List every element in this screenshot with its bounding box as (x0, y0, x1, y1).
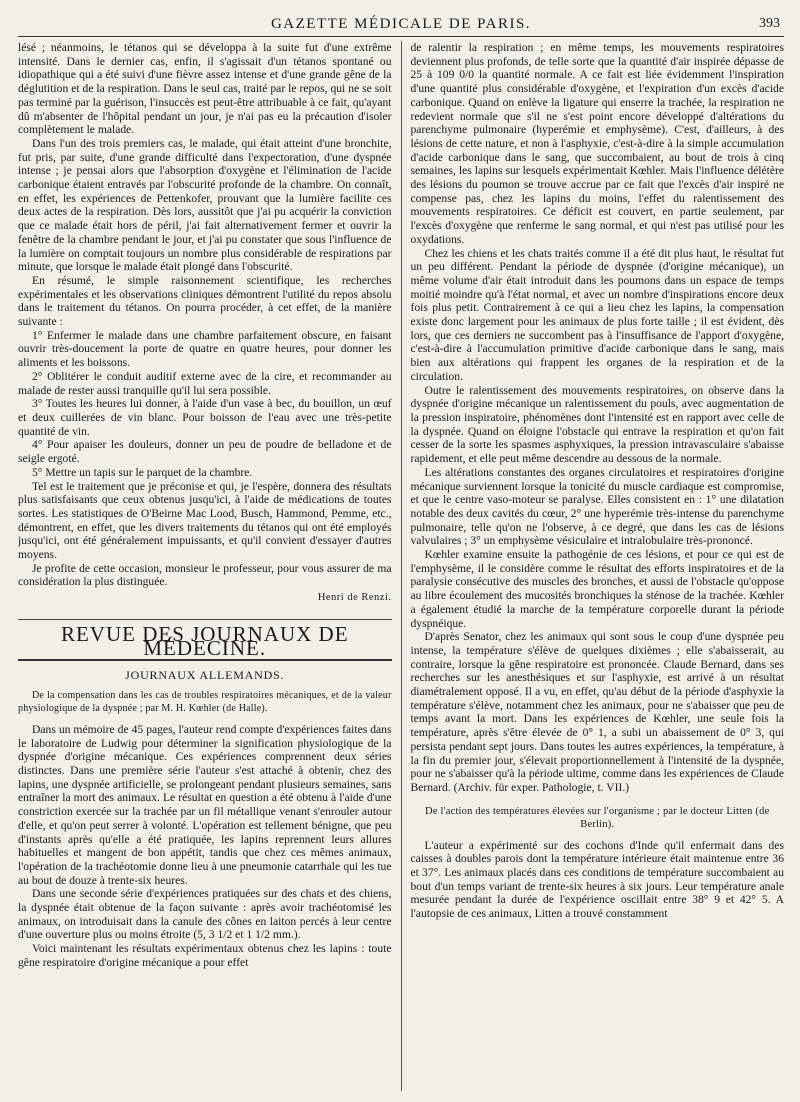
paragraph: de ralentir la respiration ; en même temps, les mouvements respiratoires deviennent plus profonds, de telle sorte que la quantité d'air inspirée dépasse de 25 à 109 0/0 la quantité normale. A ce fait est liée évidemment l'inspiration d'une quantité plus considérable d'oxygène, et l'expiration d'un excès d'acide carbonique. Quand on enlève la ligature qui enserre la trachée, la respiration ne redevient normale que s'il ne s'est point encore développé d'altérations du parenchyme pulmonaire (hyperémie et emphysème). C'est, d'ailleurs, à des lésions de cette nature, et non à l'asphyxie, c'est-à-dire à la simple accumulation d'acide carbonique dans le sang, que succombaient, au bout de trois à cinq semaines, les lapins sur lesquels expérimentait Kœhler. Mais l'influence délétère des lésions du poumon se trouve accrue par ce fait que l'excès d'air inspiré ne compense pas, chez les lapins du moins, l'effet du ralentissement des mouvements respiratoires. Ce déficit est couvert, en partie seulement, par l'excès d'oxygène que renferme le sang normal, et qui n'est pas utilisé pour les oxydations. (410, 41, 784, 246)
paragraph: Voici maintenant les résultats expérimentaux obtenus chez les lapins : toute gêne respiratoire d'origine mécanique a pour effet (18, 942, 392, 969)
left-column (18, 41, 401, 1091)
paragraph: Dans une seconde série d'expériences pratiquées sur des chats et des chiens, la dyspnée était obtenue de la façon suivante : après avoir trachéotomisé les animaux, on introduisait dans la canule des cônes en laiton percés à leur centre d'une ouverture plus ou moins étroite (5, 3 1/2 et 1 1/2 mm.). (18, 887, 392, 942)
list-item: 5° Mettre un tapis sur le parquet de la chambre. (32, 465, 253, 479)
paragraph: Chez les chiens et les chats traités comme il a été dit plus haut, le résultat fut un peu différent. Pendant la période de dyspnée (d'origine mécanique), un même volume d'air était introduit dans les poumons dans un espace de temps moitié moindre qu'à l'état normal, et avec un nombre d'inspirations encore deux fois plus petit. Contrairement à ce qui a lieu chez les lapins, la compensation existe donc largement pour les animaux de plus forte taille ; il est évident, dès lors, que ces derniers ne succombent pas à l'insuffisance de l'apport d'oxygène, c'est-à-dire à l'accumulation primitive d'acide carbonique dans le sang, mais bien aux altérations qui frappent les organes de la respiration et de la circulation. (410, 246, 784, 383)
paragraph: lésé ; néanmoins, le tétanos qui se développa à la suite fut d'une extrême intensité. Dans le dernier cas, enfin, il s'agissait d'un tétanos spontané ou idiopathique qui a été suivi d'une fièvre assez intense et d'une grande gêne de la déglutition et de la respiration. Dans le seul cas, traité par le repos, qui ne se soit pas terminé par la guérison, l'insuccès est peut-être attribuable à ce fait, qu'ayant dû m'absenter de l'hôpital pendant un jour, je n'ai pas eu la précaution d'isoler complètement le malade. (18, 41, 392, 137)
paragraph: En résumé, le simple raisonnement scientifique, les recherches expérimentales et les observations cliniques démontrent l'utilité du repos absolu dans le traitement du tétanos. On pourra procéder, à cet effet, de la manière suivante : (18, 273, 392, 329)
paragraph: Dans l'un des trois premiers cas, le malade, qui était atteint d'une bronchite, fut pris, par suite, d'une grande difficulté dans l'expectoration, d'une dyspnée intense ; je pensai alors que l'absorption d'oxygène et l'élimination de l'acide carbonique étaient entravés par l'obscurité profonde de la chambre. On connaît, en effet, les expériences de Pettenkofer, prouvant que la lumière facilite ces deux actes de la respiration. Dès lors, aussitôt que j'ai pu acquérir la conviction que ce malade était hors de péril, j'ai fait alternativement fermer et ouvrir la fenêtre de la chambre pendant le jour, et j'ai pu constater que sous l'influence de la lumière on comptait toujours un nombre plus considérable de respirations par minute, que lorsque le malade était plongé dans l'obscurité. (18, 136, 392, 274)
list-item: 2° Oblitérer le conduit auditif externe avec de la cire, et recommander au malade de rester aussi tranquille qu'il lui sera possible. (18, 369, 392, 397)
page-number: 393 (759, 16, 780, 31)
paragraph: Tel est le traitement que je préconise et qui, je l'espère, donnera des résultats plus satisfaisants que ceux obtenus jusqu'ici, à l'aide de médications de toutes sortes. Les statistiques de O'Beirne Mac Lood, Busch, Hammond, Pemme, etc., démontrent, en effet, que les divers traitements du tétanos qui ont été employés jusqu'ici, ont été généralement impuissants, et qu'il convient d'essayer d'autres moyens. (18, 479, 392, 562)
list-item: 1° Enfermer le malade dans une chambre parfaitement obscure, en faisant ouvrir très-doucement la porte de quatre en quatre heures, pour donner les aliments et les boissons. (18, 328, 392, 370)
closing-paragraph: Je profite de cette occasion, monsieur le professeur, pour vous assurer de ma considération la plus distinguée. (18, 561, 392, 589)
section-heading: JOURNAUX ALLEMANDS. (125, 668, 285, 683)
right-column (401, 41, 785, 1091)
two-column-body (18, 41, 784, 1091)
article-title: De l'action des températures élevées sur l'organisme ; par le docteur Litten (de Berlin). (425, 805, 770, 830)
article-title: De la compensation dans les cas de troubles respiratoires mécaniques, et de la valeur physiologique de la dyspnée ; par M. H. Kœhler (de Halle). (18, 689, 392, 714)
paragraph: Outre le ralentissement des mouvements respiratoires, on observe dans la dyspnée d'origine mécanique un ralentissement du pouls, avec augmentation de la pression inspiratoire, phénomènes dont l'intensité est en rapport avec celle de la dyspnée. Quand on éloigne l'obstacle qui entrave la respiration et qu'on fait cesser de la sorte les spasmes asphyxiques, la pression intravasculaire s'abaisse rapidement, et elle peut même descendre au dessous de la normale. (410, 383, 784, 466)
list-item: 4° Pour apaiser les douleurs, donner un peu de poudre de belladone et de seigle ergoté. (18, 438, 392, 466)
revue-heading: REVUE DES JOURNAUX DE MÉDECINE. (60, 621, 349, 660)
journal-title: GAZETTE MÉDICALE DE PARIS. (270, 16, 532, 32)
paragraph: Les altérations constantes des organes circulatoires et respiratoires d'origine mécanique surviennent lorsque la tonicité du muscle cardiaque est compromise, et que le centre vaso-moteur se paralyse. Elles consistent en : 1° une dilatation notable des deux cavités du cœur, 2° une hyperémie très-intense du parenchyme pulmonaire, telle qu'on ne l'observe, à ce degré, que dans les cas de lésions valvulaires ; 3° un emphysème vésiculaire et intralobulaire très-prononcé. (410, 465, 784, 548)
paragraph: Dans un mémoire de 45 pages, l'auteur rend compte d'expériences faites dans le laboratoire de Ludwig pour déterminer la signification physiologique de la dyspnée d'origine mécanique. Ces expériences comprennent deux séries distinctes. Dans une première série l'auteur s'est attaché à obtenir, chez des lapins, une dyspnée artificielle, se prolongeant pendant plusieurs semaines, sans entraîner la mort des animaux. Le résultat en question a été obtenu à l'aide d'une constriction exercée sur la trachée par un fil métallique venant s'enrouler autour d'elle, et qu'on peut serrer à volonté. L'opération est tellement bénigne, que peu d'instants après qu'elle a été pratiquée, les lapins reprennent leurs allures habituelles et mangent de bon appétit, tandis que chez ces mêmes animaux, l'opération de la trachéotomie donne lieu à une pneumonie catarrhale qui les tue au bout de douze à trente-six heures. (18, 722, 392, 887)
signature: Henri de Renzi. (317, 592, 392, 604)
paragraph: D'après Senator, chez les animaux qui sont sous le coup d'une dyspnée peu intense, la température s'élève de quelques dixièmes ; elle s'abaisserait, au contraire, lorsque la gêne respiratoire est prononcée. Claude Bernard, dans ses recherches sur les anesthésiques et sur l'asphyxie, est arrivé à un résultat diamétralement opposé. Il a vu, en effet, qu'au début de la période d'asphyxie la température s'élève, notamment chez les animaux, pour ne s'abaisser que peu de temps avant la mort. Dans les expériences de Kœhler, une seule fois la température, après s'être élevée de 0° 1, a subi un abaissement de 0° 3, qui persista pendant sept jours. Dans toutes les autres expériences, la température, à la fin du premier jour, s'élevait proportionnellement à l'intensité de la dyspnée, pour ne s'abaisser qu'à la période ultime, comme dans les expériences de Claude Bernard. (Archiv. für exper. Pathologie, t. VII.) (410, 630, 784, 794)
paragraph: Kœhler examine ensuite la pathogénie de ces lésions, et pour ce qui est de l'emphysème, il le considère comme le résultat des efforts inspiratoires et de la paralysie consécutive des muscles des bronches, et aussi de l'obstacle qu'oppose au libre écoulement des mucosités bronchiques la sténose de la trachée. Kœhler a également étudié la marche de la température corporelle durant la période dyspnéique. (410, 548, 784, 630)
section-divider (18, 619, 392, 620)
paragraph: L'auteur a expérimenté sur des cochons d'Inde qu'il enfermait dans des caisses à doubles parois dont la température intérieure était maintenue entre 36 et 37°. Les animaux placés dans ces conditions de température succombaient au bout d'un temps variant de trente-six heures à six jours. Leur température anale mesurée pendant la durée de l'expérience oscillait entre 38° 9 et 42° 5. A l'autopsie de ces animaux, Litten a trouvé constamment (410, 838, 784, 921)
heading-underline (18, 659, 392, 661)
list-item: 3° Toutes les heures lui donner, à l'aide d'un vase à bec, du bouillon, un œuf et deux cuillerées de vin blanc. Pour boisson de l'eau avec une très-petite quantité de vin. (18, 397, 392, 438)
page-header (18, 10, 784, 37)
